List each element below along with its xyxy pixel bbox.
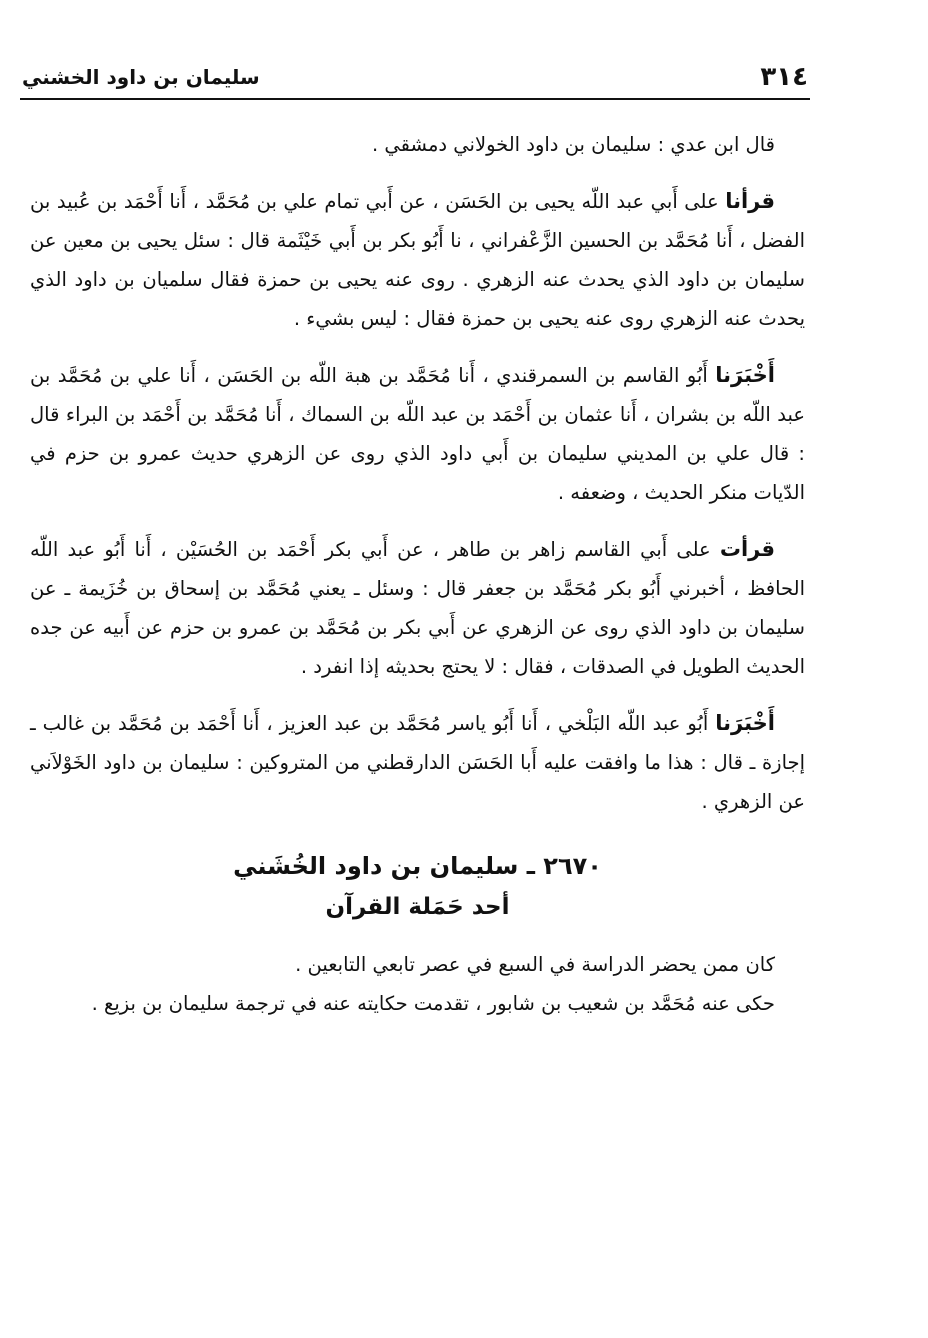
paragraph [30, 704, 805, 821]
entry-subheading: أحد حَمَلة القرآن [325, 894, 510, 920]
running-title: سليمان بن داود الخشني [22, 65, 260, 89]
paragraph-lead-word: أَخْبَرَنا [715, 711, 775, 735]
paragraph-text: أَبُو القاسم بن السمرقندي ، أَنا مُحَمَّد بن هبة اللّه بن الحَسَن ، أَنا علي بن مُحَمَّد بن عبد اللّه بن بشران ، أَنا عثمان بن أَحْمَد بن عبد اللّه بن السماك ، أَنا مُحَمَّد بن أَحْمَد بن البراء قال : قال علي بن المديني سليمان بن أَبي داود الذي روى عن الزهري حديث عمرو بن حزم في الدّيات منكر الحديث ، وضعفه . [30, 364, 805, 504]
paragraph [30, 182, 805, 338]
paragraph-lead-word: أَخْبَرَنا [715, 363, 775, 387]
paragraph-text: أَبُو عبد اللّه البَلْخي ، أَنا أَبُو ياسر مُحَمَّد بن عبد العزيز ، أَنا أَحْمَد بن مُحَمَّد بن غالب ـ إجازة ـ قال : هذا ما وافقت عليه أَبا الحَسَن الدارقطني من المتروكين : سليمان بن داود الخَوْلاَني عن الزهري . [30, 712, 805, 813]
header-divider [20, 98, 810, 100]
paragraph-text: كان ممن يحضر الدراسة في السبع في عصر تابعي التابعين . [295, 953, 775, 976]
paragraph-text: على أَبي القاسم زاهر بن طاهر ، عن أَبي بكر أَحْمَد بن الحُسَيْن ، أَنا أَبُو عبد اللّه الحافظ ، أخبرني أَبُو بكر مُحَمَّد بن جعفر قال : وسئل ـ يعني مُحَمَّد بن إسحاق بن خُزَيمة ـ عن سليمان بن داود الذي روى عن الزهري عن أَبي بكر بن مُحَمَّد بن عمرو بن حزم عن أَبيه عن جده الحديث الطويل في الصدقات ، فقال : لا يحتج بحديثه إذا انفرد . [30, 538, 805, 678]
page-number: ٣١٤ [760, 62, 808, 92]
paragraph [30, 945, 805, 984]
page-header [20, 60, 810, 98]
paragraph-text: حكى عنه مُحَمَّد بن شعيب بن شابور ، تقدمت حكايته عنه في ترجمة سليمان بن بزيع . [91, 992, 775, 1015]
paragraph-lead-word: قرأنا [725, 189, 775, 213]
paragraph [30, 356, 805, 512]
paragraph [30, 530, 805, 686]
paragraph-text: على أَبي عبد اللّه يحيى بن الحَسَن ، عن أَبي تمام علي بن مُحَمَّد ، أَنا أَحْمَد بن عُبيد بن الفضل ، أَنا مُحَمَّد بن الحسين الزَّعْفراني ، نا أَبُو بكر بن أَبي خَيْثَمة قال : سئل يحيى بن معين عن سليمان بن داود الذي يحدث عنه الزهري . روى عنه يحيى بن حمزة فقال سلميان بن داود الذي يحدث عنه الزهري روى عنه يحيى بن حمزة فقال : ليس بشيء . [30, 190, 805, 330]
main-text [30, 125, 805, 1023]
paragraph-text: قال ابن عدي : سليمان بن داود الخولاني دمشقي . [372, 133, 775, 156]
paragraph [30, 984, 805, 1023]
paragraph [30, 125, 805, 164]
entry-heading: ٢٦٧٠ ـ سليمان بن داود الخُشَني [233, 852, 602, 880]
paragraph-lead-word: قرأت [719, 537, 775, 561]
